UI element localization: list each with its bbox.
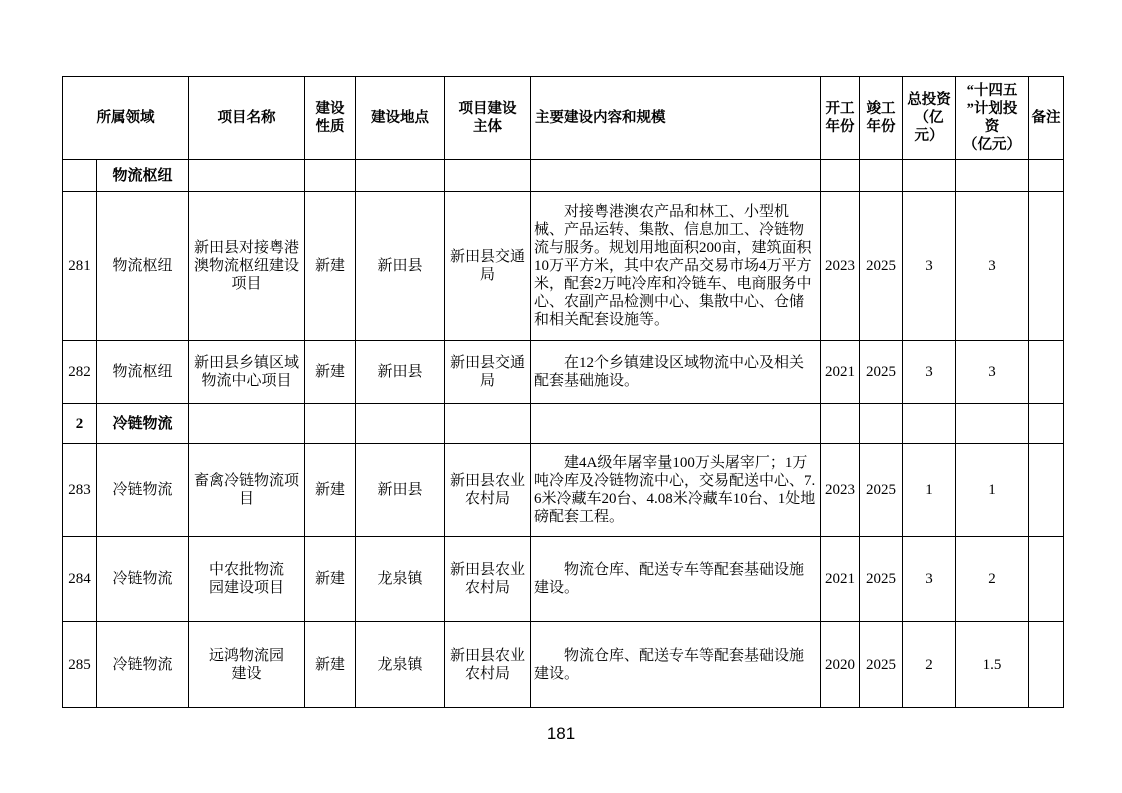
page-number: 181: [546, 724, 576, 743]
cell-owner: 新田县农业 农村局: [445, 537, 531, 622]
cell-end-year: 2025: [860, 341, 903, 404]
header-project-name: 项目名称: [189, 77, 305, 160]
cell-domain: 物流枢纽: [97, 192, 189, 341]
table-row: [63, 192, 1064, 341]
header-start-year: 开工 年份: [821, 77, 860, 160]
cell-nature: 新建: [305, 192, 356, 341]
header-location: 建设地点: [356, 77, 445, 160]
cell-location: 新田县: [356, 192, 445, 341]
cell-start-year: 2021: [821, 537, 860, 622]
cell-project-name: 中农批物流 园建设项目: [189, 537, 305, 622]
cell-total-investment: 1: [903, 444, 956, 537]
header-plan-investment: “十四五 ”计划投 资 （亿元）: [956, 77, 1029, 160]
cell-location: 龙泉镇: [356, 537, 445, 622]
cell-total-investment: 2: [903, 622, 956, 708]
header-content: 主要建设内容和规模: [531, 77, 821, 160]
section-row: [63, 160, 1064, 192]
header-note: 备注: [1029, 77, 1064, 160]
cell-domain: 冷链物流: [97, 537, 189, 622]
cell-note: [1029, 192, 1064, 341]
cell-content: 物流仓库、配送专车等配套基础设施建设。: [531, 537, 821, 622]
cell-owner: 新田县交通 局: [445, 341, 531, 404]
header-total-investment: 总投资 （亿 元）: [903, 77, 956, 160]
cell-start-year: 2023: [821, 192, 860, 341]
cell-end-year: 2025: [860, 192, 903, 341]
cell-plan-investment: 3: [956, 192, 1029, 341]
table-row: [63, 341, 1064, 404]
cell-nature: 新建: [305, 341, 356, 404]
cell-project-name: 新田县对接粤港 澳物流枢纽建设 项目: [189, 192, 305, 341]
cell-plan-investment: 1.5: [956, 622, 1029, 708]
section-index: [63, 160, 97, 192]
cell-owner: 新田县交通 局: [445, 192, 531, 341]
cell-project-name: 畜禽冷链物流项 目: [189, 444, 305, 537]
cell-domain: 冷链物流: [97, 622, 189, 708]
cell-no: 282: [63, 341, 97, 404]
table-row: [63, 444, 1064, 537]
cell-owner: 新田县农业 农村局: [445, 622, 531, 708]
cell-end-year: 2025: [860, 444, 903, 537]
section-row: [63, 404, 1064, 444]
cell-content: 物流仓库、配送专车等配套基础设施建设。: [531, 622, 821, 708]
cell-location: 龙泉镇: [356, 622, 445, 708]
project-table: [62, 76, 1064, 708]
cell-start-year: 2020: [821, 622, 860, 708]
cell-content: 对接粤港澳农产品和林工、小型机械、产品运转、集散、信息加工、冷链物流与服务。规划用地面积200亩，建筑面积10万平方米，其中农产品交易市场4万平方米，配套2万吨冷库和冷链车、电商服务中心、农副产品检测中心、集散中心、仓储和相关配套设施等。: [531, 192, 821, 341]
cell-location: 新田县: [356, 444, 445, 537]
cell-owner: 新田县农业 农村局: [445, 444, 531, 537]
cell-plan-investment: 2: [956, 537, 1029, 622]
cell-no: 285: [63, 622, 97, 708]
section-index: 2: [63, 404, 97, 444]
cell-nature: 新建: [305, 444, 356, 537]
cell-start-year: 2021: [821, 341, 860, 404]
header-end-year: 竣工 年份: [860, 77, 903, 160]
table-row: [63, 537, 1064, 622]
cell-note: [1029, 537, 1064, 622]
cell-end-year: 2025: [860, 622, 903, 708]
cell-plan-investment: 3: [956, 341, 1029, 404]
section-title: 物流枢纽: [97, 160, 189, 192]
cell-project-name: 新田县乡镇区域 物流中心项目: [189, 341, 305, 404]
cell-note: [1029, 622, 1064, 708]
cell-total-investment: 3: [903, 341, 956, 404]
table-header-row: [63, 77, 1064, 160]
cell-nature: 新建: [305, 622, 356, 708]
cell-no: 281: [63, 192, 97, 341]
cell-note: [1029, 444, 1064, 537]
cell-location: 新田县: [356, 341, 445, 404]
cell-project-name: 远鸿物流园 建设: [189, 622, 305, 708]
cell-domain: 物流枢纽: [97, 341, 189, 404]
cell-plan-investment: 1: [956, 444, 1029, 537]
cell-no: 283: [63, 444, 97, 537]
cell-total-investment: 3: [903, 192, 956, 341]
table-row: [63, 622, 1064, 708]
cell-end-year: 2025: [860, 537, 903, 622]
cell-nature: 新建: [305, 537, 356, 622]
header-owner: 项目建设 主体: [445, 77, 531, 160]
cell-no: 284: [63, 537, 97, 622]
cell-domain: 冷链物流: [97, 444, 189, 537]
section-title: 冷链物流: [97, 404, 189, 444]
cell-note: [1029, 341, 1064, 404]
header-nature: 建设 性质: [305, 77, 356, 160]
header-domain: 所属领域: [63, 77, 189, 160]
cell-start-year: 2023: [821, 444, 860, 537]
cell-total-investment: 3: [903, 537, 956, 622]
cell-content: 在12个乡镇建设区域物流中心及相关配套基础施设。: [531, 341, 821, 404]
cell-content: 建4A级年屠宰量100万头屠宰厂；1万吨冷库及冷链物流中心，交易配送中心、7.6米冷藏车20台、4.08米冷藏车10台、1处地磅配套工程。: [531, 444, 821, 537]
